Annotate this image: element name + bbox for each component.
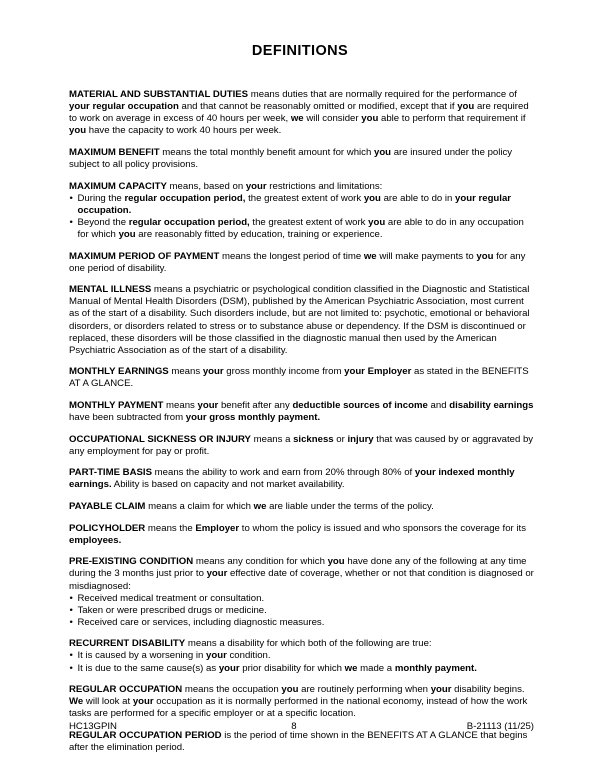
bullet-text [78, 650, 271, 661]
definition-entry [69, 467, 534, 491]
bold-run: you [118, 228, 136, 240]
bold-run: MATERIAL AND SUBSTANTIAL DUTIES [69, 89, 249, 100]
definition-bullet-item [69, 605, 534, 617]
definition-entry [69, 89, 534, 137]
definition-entry [69, 400, 534, 424]
text-run: are insured under the policy subject to all policy provisions. [69, 146, 513, 170]
bold-run: regular occupation period, [124, 192, 246, 204]
bold-run: your regular occupation [69, 101, 179, 113]
text-run: that was caused by or aggravated by any employment for pay or profit. [69, 433, 534, 457]
bold-run: you [476, 250, 494, 262]
definitions-list [69, 89, 534, 754]
definition-paragraph [69, 181, 534, 193]
footer-document-code: B-21113 (11/25) [466, 721, 534, 732]
text-run: will make payments to [376, 250, 477, 262]
text-run: and that cannot be reasonably omitted or modified, except that if [178, 101, 458, 113]
definition-paragraph [69, 284, 534, 357]
bold-run: you [368, 216, 386, 228]
text-run: means the ability to work and earn from 20% through 80% of [151, 467, 415, 479]
bold-run: disability earnings [449, 399, 534, 411]
text-run: is the period of time shown in the BENEFITS AT A GLANCE that begins after the elimination period. [69, 729, 528, 754]
bold-run: your [206, 568, 228, 580]
definition-paragraph [69, 556, 534, 592]
definition-entry [69, 556, 534, 629]
text-run: are liable under the terms of the policy. [266, 501, 434, 513]
text-run: means a [250, 433, 294, 445]
bold-run: your gross monthly payment. [185, 412, 321, 424]
bullet-text [78, 593, 265, 604]
text-run: During the [77, 192, 125, 204]
bold-run: MONTHLY PAYMENT [69, 399, 164, 411]
definition-entry [69, 366, 534, 390]
definition-bullet-list [69, 593, 534, 629]
bullet-icon: • [69, 216, 73, 228]
text-run: able to perform that requirement if [378, 113, 526, 125]
text-run: means a disability for which both of the following are true: [185, 638, 432, 650]
bullet-text [78, 663, 477, 674]
bold-run: injury [347, 433, 374, 445]
bold-run: your [245, 180, 267, 192]
definition-paragraph [69, 523, 534, 547]
bold-run: your [202, 366, 224, 378]
bold-run: PRE-EXISTING CONDITION [69, 556, 194, 568]
bold-run: MENTAL ILLNESS [69, 284, 152, 296]
text-run: are able to do in any occupation for which [77, 216, 524, 240]
definition-paragraph [69, 730, 534, 754]
text-run: effective date of coverage, whether or not that condition is diagnosed or misdiagnosed: [69, 568, 534, 592]
definition-paragraph [69, 147, 534, 171]
text-run: are able to do in [380, 192, 456, 204]
definition-bullet-item [69, 617, 534, 629]
text-run: are reasonably fitted by education, training or experience. [135, 228, 383, 240]
bold-run: MAXIMUM CAPACITY [69, 180, 167, 192]
footer-page-number: 8 [291, 721, 297, 732]
text-run: will consider [303, 113, 362, 125]
bold-run: you [361, 113, 379, 125]
text-run: Ability is based on capacity and not market availability. [111, 479, 345, 491]
text-run: means the longest period of time [219, 250, 364, 262]
definition-entry [69, 638, 534, 674]
bullet-icon: • [69, 192, 73, 204]
bullet-icon: • [69, 662, 73, 674]
bold-run: deductible sources of income [292, 399, 428, 411]
bold-run: your [197, 399, 219, 411]
text-run: the greatest extent of work [245, 192, 364, 204]
text-run: Received care or services, including diagnostic measures. [77, 616, 325, 628]
bold-run: you [281, 684, 299, 696]
definition-paragraph [69, 366, 534, 390]
bold-run: OCCUPATIONAL SICKNESS OR INJURY [69, 433, 251, 445]
definition-entry [69, 251, 534, 275]
text-run: benefit after any [218, 399, 293, 411]
bold-run: we [253, 501, 267, 513]
definition-paragraph [69, 400, 534, 424]
bold-run: regular occupation period, [128, 216, 250, 228]
text-run: and [427, 399, 450, 411]
definition-entry [69, 181, 534, 241]
text-run: means the [145, 522, 196, 534]
bold-run: PAYABLE CLAIM [69, 501, 146, 513]
bold-run: your Employer [344, 366, 412, 378]
bold-run: you [373, 146, 392, 158]
text-run: means [163, 399, 198, 411]
text-run: to whom the policy is issued and who sponsors the coverage for its [239, 522, 527, 534]
text-run: It is due to the same cause(s) as [77, 662, 219, 674]
bold-run: you [327, 556, 345, 568]
definition-bullet-list [69, 193, 534, 241]
text-run: means any condition for which [193, 556, 328, 568]
definition-paragraph [69, 434, 534, 458]
text-run: means the occupation [182, 684, 282, 696]
definition-paragraph [69, 467, 534, 491]
definition-bullet-item [69, 593, 534, 605]
text-run: or [333, 433, 348, 445]
bold-run: your [218, 662, 240, 674]
text-run: condition. [226, 650, 271, 662]
bold-run: MAXIMUM PERIOD OF PAYMENT [69, 250, 220, 262]
definition-entry [69, 434, 534, 458]
bullet-text [78, 217, 524, 240]
definition-entry [69, 501, 534, 513]
definition-entry [69, 523, 534, 547]
text-run: as stated in the BENEFITS AT A GLANCE. [69, 366, 529, 390]
bold-run: MAXIMUM BENEFIT [69, 146, 160, 158]
bullet-icon: • [69, 650, 73, 662]
text-run: means the total monthly benefit amount for which [159, 146, 374, 158]
text-run: Beyond the [77, 216, 129, 228]
bold-run: you [363, 192, 381, 204]
bold-run: your indexed monthly earnings. [69, 467, 515, 491]
bold-run: MONTHLY EARNINGS [69, 366, 169, 378]
page-title: DEFINITIONS [251, 43, 349, 59]
bold-run: We [69, 696, 84, 708]
page-footer [69, 721, 534, 733]
definition-bullet-item [69, 663, 534, 675]
bold-run: monthly payment. [394, 662, 477, 674]
definition-paragraph [69, 89, 534, 137]
bold-run: sickness [293, 433, 334, 445]
definition-bullet-item [69, 650, 534, 662]
definition-entry [69, 730, 534, 754]
text-run: disability begins. [451, 684, 525, 696]
bullet-icon: • [69, 616, 73, 628]
text-run: for any one period of disability. [69, 250, 526, 274]
bold-run: your [206, 650, 227, 662]
text-run: prior disability for which [239, 662, 345, 674]
bold-run: we [290, 113, 304, 125]
bold-run: PART-TIME BASIS [69, 467, 152, 479]
text-run: means a psychiatric or psychological condition classified in the Diagnostic and Statistical Manual of Mental Health Disorders (DSM), published by the American Psychiatric Association, most current as of the start of a disability. Such disorders include, but are not limited to: psychotic, emotional or behavioral disorders, or disorders related to stress or to substance abuse or dependency. If the DSM is discontinued or replaced, these disorders will be those classified in the diagnostic manual then used by the American Psychiatric Association as of the start of a disability. [69, 284, 530, 356]
bold-run: we [344, 662, 358, 674]
text-run: means a claim for which [145, 501, 254, 513]
bullet-text [78, 605, 267, 616]
text-run: means, based on [166, 180, 246, 192]
text-run: have been subtracted from [69, 412, 186, 424]
bold-run: you [69, 125, 87, 137]
bold-run: employees. [69, 534, 122, 546]
bold-run: Employer [195, 522, 240, 534]
bold-run: your [132, 696, 154, 708]
definition-paragraph [69, 638, 534, 650]
definition-entry [69, 284, 534, 357]
text-run: are routinely performing when [298, 684, 431, 696]
bold-run: we [363, 250, 377, 262]
text-run: It is caused by a worsening in [77, 650, 207, 662]
text-run: will look at [83, 696, 133, 708]
text-run: made a [357, 662, 395, 674]
definition-paragraph [69, 251, 534, 275]
definition-bullet-list [69, 650, 534, 674]
text-run: restrictions and limitations: [266, 180, 383, 192]
bold-run: RECURRENT DISABILITY [69, 638, 186, 650]
definition-bullet-item [69, 217, 534, 241]
bullet-text [78, 617, 325, 628]
definition-bullet-item [69, 193, 534, 217]
definition-paragraph [69, 501, 534, 513]
bold-run: REGULAR OCCUPATION [69, 684, 183, 696]
bold-run: you [457, 101, 475, 113]
text-run: means duties that are normally required for the performance of [248, 89, 517, 100]
text-run: occupation as it is normally performed in the national economy, instead of how the work tasks are performed for a specific employer or at a specific location. [69, 696, 528, 720]
text-run: have done any of the following at any time during the 3 months just prior to [69, 556, 527, 580]
definition-entry [69, 684, 534, 720]
text-run: means [168, 366, 203, 378]
text-run: Taken or were prescribed drugs or medicine. [77, 604, 267, 616]
text-run: Received medical treatment or consultation. [77, 592, 265, 604]
bold-run: your regular occupation. [77, 192, 512, 216]
bold-run: REGULAR OCCUPATION PERIOD [69, 729, 222, 741]
text-run: are required to work on average in excess of 40 hours per week, [69, 101, 529, 125]
footer-form-number: HC13GPIN [69, 721, 117, 732]
definition-entry [69, 147, 534, 171]
text-run: have the capacity to work 40 hours per week. [86, 125, 282, 137]
text-run: the greatest extent of work [249, 216, 369, 228]
text-run: gross monthly income from [223, 366, 345, 378]
bullet-text [78, 193, 512, 216]
bold-run: POLICYHOLDER [69, 522, 146, 534]
bold-run: your [430, 684, 452, 696]
bullet-icon: • [69, 604, 73, 616]
bullet-icon: • [69, 592, 73, 604]
definition-paragraph [69, 684, 534, 720]
